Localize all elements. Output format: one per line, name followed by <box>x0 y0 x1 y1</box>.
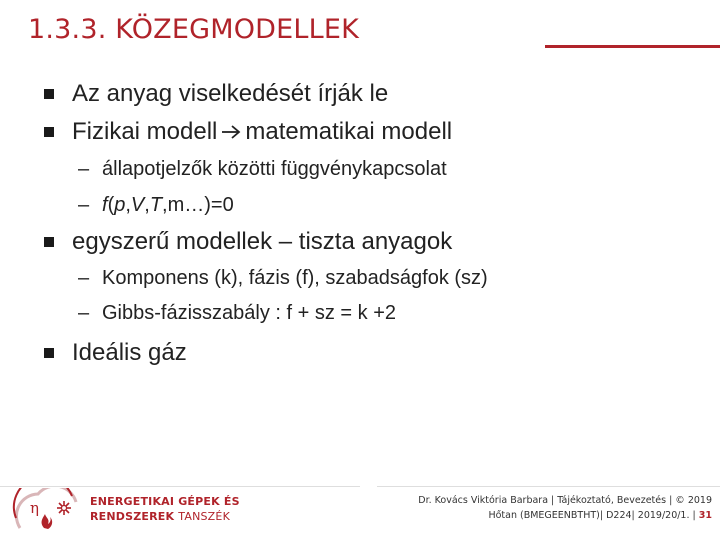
sub-item-text: Komponens (k), fázis (f), szabadságfok (sz) <box>102 267 488 289</box>
bullet-text: Az anyag viselkedését írják le <box>72 80 389 107</box>
bullet-square-icon <box>44 127 54 137</box>
bullet-text-after: matematikai modell <box>245 118 453 145</box>
footer-info <box>418 493 712 523</box>
bullet-item-1 <box>44 80 388 108</box>
sub-item-text: Gibbs-fázisszabály : f + sz = k +2 <box>102 302 397 324</box>
formula-comma: , <box>144 194 150 216</box>
bullet-item-2 <box>44 118 452 146</box>
footer-divider <box>377 486 720 487</box>
sub-item <box>78 158 447 181</box>
bullet-square-icon <box>44 89 54 99</box>
bullet-text-before: Fizikai modell <box>72 118 218 145</box>
formula-p: p <box>114 194 126 216</box>
bullet-item-3 <box>44 228 452 256</box>
dash-marker: – <box>78 302 90 324</box>
sub-item-formula <box>78 194 234 217</box>
footer-divider <box>0 486 360 487</box>
slide-title: 1.3.3. KÖZEGMODELLEK <box>28 14 360 45</box>
right-arrow-icon <box>221 125 241 139</box>
footer-course-text: Hőtan (BMEGEENBTHT)| D224| 2019/20/1. | <box>488 510 696 521</box>
formula-rest: ,m…)=0 <box>162 194 234 216</box>
department-logo-icon <box>6 488 88 532</box>
footer-author-line: Dr. Kovács Viktória Barbara | Tájékoztató, Bevezetés | © 2019 <box>418 495 712 506</box>
department-logo-text <box>90 494 240 524</box>
sub-item <box>78 267 488 290</box>
formula-f: f <box>102 194 108 216</box>
bullet-square-icon <box>44 237 54 247</box>
logo-line-2-thin: TANSZÉK <box>178 510 230 523</box>
logo-line-2-bold: RENDSZEREK <box>90 510 175 523</box>
svg-text:η: η <box>30 499 39 517</box>
sub-item <box>78 302 396 325</box>
footer-course-line <box>418 508 712 523</box>
dash-marker: – <box>78 267 90 289</box>
formula-t: T <box>149 194 163 216</box>
bullet-text: egyszerű modellek – tiszta anyagok <box>72 228 453 255</box>
page-number: 31 <box>698 510 712 521</box>
title-underline <box>545 45 720 48</box>
bullet-square-icon <box>44 348 54 358</box>
sub-item-text: állapotjelzők közötti függvénykapcsolat <box>102 158 447 180</box>
logo-line-2 <box>90 509 240 524</box>
formula-comma: , <box>125 194 131 216</box>
formula-open: ( <box>107 194 115 216</box>
dash-marker: – <box>78 158 90 180</box>
bullet-item-4 <box>44 339 187 367</box>
logo-line-1: ENERGETIKAI GÉPEK ÉS <box>90 495 240 508</box>
dash-marker: – <box>78 194 90 216</box>
formula-v: V <box>130 194 145 216</box>
bullet-text: Ideális gáz <box>72 339 187 366</box>
